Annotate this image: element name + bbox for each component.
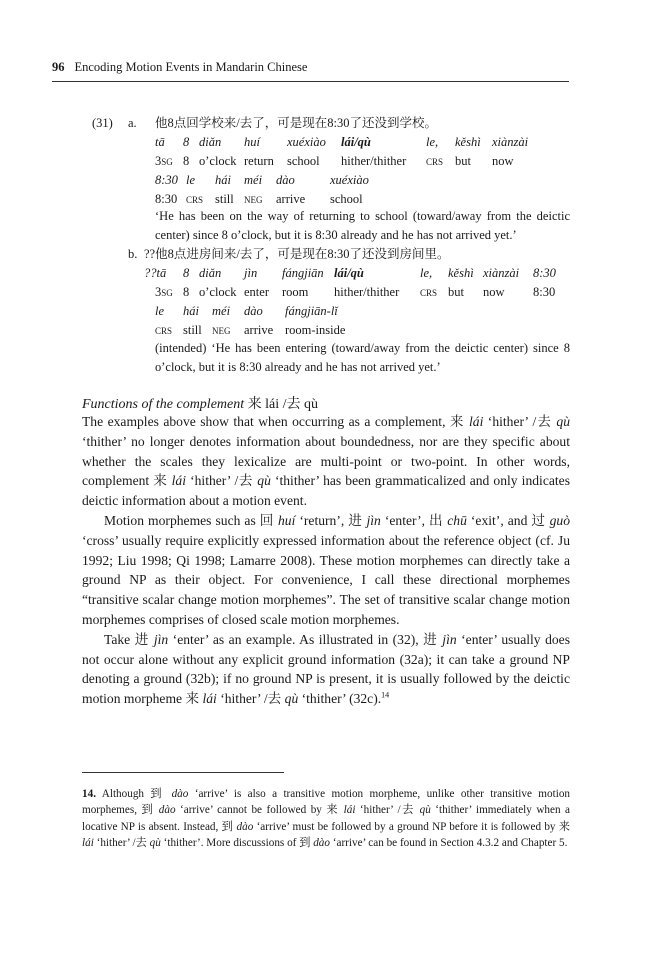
gloss-label: room	[282, 285, 309, 299]
gloss-label: hither/thither	[334, 285, 400, 299]
gloss-label: hither/thither	[341, 154, 407, 168]
gloss-label: crs	[420, 285, 438, 299]
text-run: The examples above show that when occurring as a complement, 来	[82, 414, 469, 429]
gloss-word: le	[155, 304, 165, 318]
gloss-label: 8	[183, 285, 190, 299]
gloss-word: diǎn	[199, 266, 222, 280]
pinyin: jìn	[366, 512, 381, 528]
text-run: ‘thither’ has been grammaticalized and only indicates deictic information about a motion event.	[82, 473, 570, 509]
gloss-word: hái	[183, 304, 199, 318]
gloss-word: ??tā	[144, 266, 167, 280]
text-run: ‘hither’ /去	[186, 473, 258, 489]
example-b-chinese: ??他8点进房间来/去了，可是现在8:30了还没到房间里。	[144, 247, 450, 261]
gloss-word: tā	[155, 135, 165, 149]
gloss-label: return	[244, 154, 274, 168]
text-run: ‘hither’ /去	[216, 691, 285, 707]
gloss-label: but	[448, 285, 464, 299]
example-a-chinese: 他8点回学校来/去了，可是现在8:30了还没到学校。	[155, 116, 437, 130]
gloss-label: crs	[155, 323, 173, 337]
gloss-label: still	[215, 192, 234, 206]
pinyin: huí	[277, 512, 296, 528]
gloss-label: o’clock	[199, 154, 237, 168]
gloss-word: kěshì	[448, 266, 474, 280]
gloss-word: méi	[212, 304, 231, 318]
pinyin: lái	[469, 414, 484, 429]
section-heading-text: Functions of the complement	[82, 397, 245, 412]
text-run: ‘cross’ usually require explicitly expressed information about the reference object (cf. Ju 1992; Liu 1998; Qi 1998; Lamarre 2008). These motion morphemes can directly take a ground NP as their object. For convenience, I call these directional morphemes “transitive scalar change motion morphemes”. The set of transitive scalar change motion morphemes comprises of closed scale motion morphemes.	[82, 532, 570, 627]
text-run: ‘thither’. More discussions of 到	[160, 837, 314, 850]
gloss-word: 8	[183, 135, 190, 149]
text-run: ‘hither’ /去	[355, 804, 420, 817]
text-run: ‘enter’ as an example. As illustrated in (32), 进	[168, 631, 443, 647]
gloss-word: fángjiān-lǐ	[285, 304, 338, 318]
gloss-label: crs	[426, 154, 444, 168]
gloss-word: diǎn	[199, 135, 222, 149]
gloss-label: now	[483, 285, 505, 299]
gloss-word: jìn	[244, 266, 258, 280]
gloss-word: le,	[420, 266, 433, 280]
gloss-label: neg	[244, 192, 263, 206]
pinyin: dào	[158, 804, 176, 817]
gloss-word-highlight: lái/qù	[341, 135, 371, 149]
paragraph-2	[82, 511, 570, 630]
example-b-translation: (intended) ‘He has been entering (toward/away from the deictic center) since 8 o’clock, but it is 8:30 already and he has not arrived yet.’	[155, 341, 570, 374]
pinyin: lái	[82, 837, 94, 850]
pinyin: qù	[284, 691, 299, 707]
gloss-word: fángjiān	[282, 266, 324, 280]
pinyin: lái	[202, 691, 217, 707]
gloss-label: 3sg	[155, 285, 173, 299]
gloss-word: xiànzài	[492, 135, 529, 149]
pinyin: lái	[343, 804, 356, 817]
text-run: ‘thither’ (32c).	[298, 691, 382, 707]
text-run: ‘exit’, and 过	[466, 512, 550, 528]
pinyin: qù	[556, 414, 570, 429]
gloss-word: 8:30	[533, 266, 556, 280]
example-number: (31)	[92, 116, 113, 130]
paragraph-1	[82, 412, 570, 511]
gloss-word: 8:30	[155, 173, 178, 187]
text-run: ‘arrive’ must be followed by a ground NP before it is followed by 来	[253, 820, 570, 833]
running-title: Encoding Motion Events in Mandarin Chinese	[74, 60, 308, 74]
gloss-label: 3sg	[155, 154, 173, 168]
gloss-label: still	[183, 323, 202, 337]
example-a-label: a.	[128, 116, 137, 130]
gloss-word: xuéxiào	[287, 135, 326, 149]
text-run: ‘hither’ /去	[93, 837, 150, 850]
text-run: ‘arrive’ cannot be followed by 来	[175, 804, 344, 817]
gloss-word-highlight: lái/qù	[334, 266, 364, 280]
gloss-label: room-inside	[285, 323, 346, 337]
gloss-word: xiànzài	[483, 266, 520, 280]
example-b-label: b.	[128, 247, 138, 261]
gloss-label: school	[330, 192, 363, 206]
gloss-word: 8	[183, 266, 190, 280]
text-run: Although 到	[95, 788, 172, 800]
text-run: ‘hither’ /去	[483, 414, 557, 429]
pinyin: chū	[447, 512, 467, 528]
pinyin: jìn	[442, 631, 457, 647]
paragraph-3	[82, 630, 570, 709]
text-run: ‘arrive’ is also a transitive motion morpheme, unlike other transitive motion morphemes, 到	[82, 788, 571, 817]
section-heading-chinese: 来 lái /去 qù	[247, 397, 319, 412]
gloss-label: crs	[186, 192, 204, 206]
text-run: ‘arrive’ can be found in Section 4.3.2 and Chapter 5.	[329, 837, 568, 850]
pinyin: dào	[171, 788, 189, 800]
text-run: ‘enter’ usually does not occur alone without any explicit ground information (32a); it can take a ground NP denoting a ground (32b); if no ground NP is present, it is usually followed by the deictic motion morpheme 来	[82, 631, 570, 707]
gloss-label: enter	[244, 285, 269, 299]
pinyin: qù	[257, 473, 271, 489]
gloss-label: arrive	[276, 192, 306, 206]
pinyin: dào	[313, 837, 330, 850]
body-text	[82, 412, 570, 709]
pinyin: lái	[171, 473, 187, 489]
pinyin: dào	[236, 820, 254, 833]
text-run: ‘thither’ immediately when a locative NP is absent. Instead, 到	[82, 804, 570, 833]
gloss-label: school	[287, 154, 320, 168]
gloss-label: now	[492, 154, 514, 168]
text-run: Motion morphemes such as 回	[104, 512, 278, 528]
gloss-label: 8	[183, 154, 190, 168]
example-31	[0, 114, 650, 374]
pinyin: qù	[419, 804, 431, 817]
text-run: ‘return’, 进	[295, 512, 367, 528]
gloss-word: kěshì	[455, 135, 481, 149]
text-run: Take 进	[104, 631, 154, 647]
example-a-translation: ‘He has been on the way of returning to school (toward/away from the deictic center) since 8 o’clock, but it is 8:30 already and he has not arrived yet.’	[155, 209, 570, 242]
gloss-label: but	[455, 154, 471, 168]
gloss-word: le	[186, 173, 196, 187]
footnote-number: 14.	[82, 788, 96, 800]
gloss-label: o’clock	[199, 285, 237, 299]
pinyin: guò	[549, 512, 570, 528]
gloss-word: méi	[244, 173, 263, 187]
footnote-14	[82, 786, 570, 852]
page-number: 96	[52, 60, 65, 74]
text-run: ‘enter’, 出	[380, 512, 448, 528]
gloss-label: 8:30	[533, 285, 556, 299]
gloss-label: neg	[212, 323, 231, 337]
gloss-label: arrive	[244, 323, 274, 337]
running-head	[52, 60, 568, 75]
gloss-word: xuéxiào	[330, 173, 369, 187]
footnote-rule	[82, 772, 284, 773]
gloss-word: dào	[276, 173, 295, 187]
gloss-word: le,	[426, 135, 439, 149]
pinyin: qù	[149, 837, 161, 850]
footnote-reference[interactable]: 14	[381, 690, 390, 700]
gloss-word: hái	[215, 173, 231, 187]
header-rule	[52, 81, 569, 82]
gloss-label: 8:30	[155, 192, 178, 206]
gloss-word: huí	[244, 135, 260, 149]
section-heading	[82, 393, 318, 413]
text-run: ‘thither’ no longer denotes information about boundedness, nor are they specific about whether the scales they lexicalize are multi-point or two-point. In other words, complement 来	[82, 433, 570, 489]
gloss-word: dào	[244, 304, 263, 318]
pinyin: jìn	[153, 631, 169, 647]
